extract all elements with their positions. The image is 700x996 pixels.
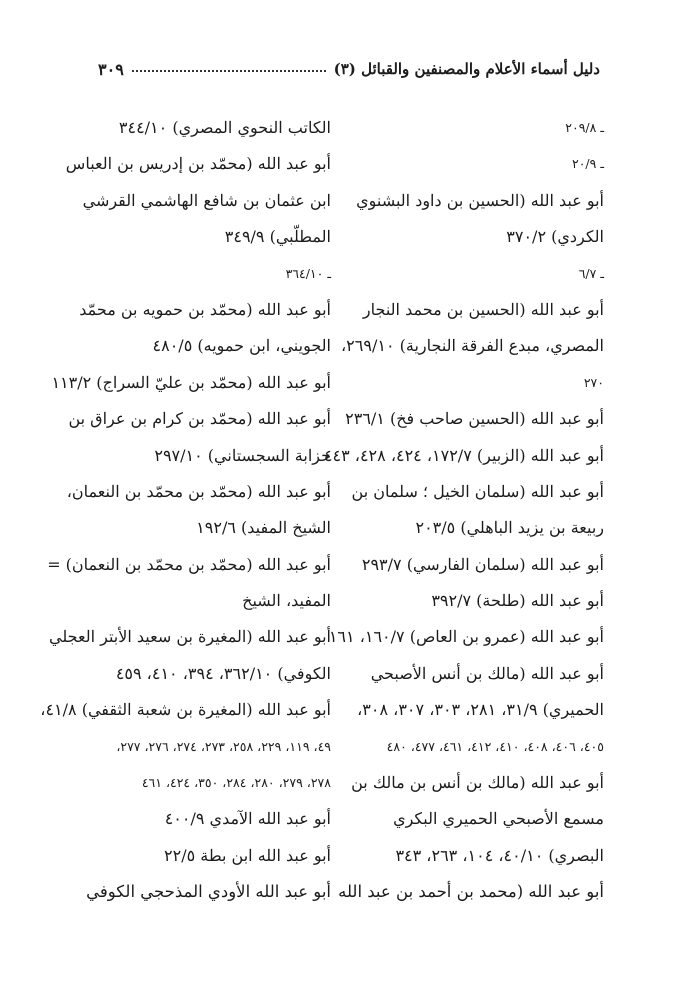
index-line: أبو عبد الله الآمدي ٤٠٠/٩ — [164, 809, 331, 829]
index-line: الكوفي) ٣٦٢/١٠، ٣٩٤، ٤١٠، ٤٥٩ — [115, 663, 331, 683]
index-line: أبو عبد الله (مالك بن أنس بن مالك بن — [351, 773, 604, 793]
index-line: الكردي) ٣٧٠/٢ — [506, 227, 604, 247]
index-line: ٢٧٨، ٢٧٩، ٢٨٠، ٢٨٤، ٣٥٠، ٤٢٤، ٤٦١ — [141, 775, 331, 791]
index-line: ربيعة بن يزيد الباهلي) ٢٠٣/٥ — [415, 518, 604, 538]
index-line: أبو عبد الله (المغيرة بن شعبة الثقفي) ٤١/٨، — [40, 700, 331, 720]
index-line: ٤٠٥، ٤٠٦، ٤٠٨، ٤١٠، ٤١٢، ٤٦١، ٤٧٧، ٤٨٠ — [386, 738, 604, 754]
index-line: أبو عبد الله (الحسين صاحب فخ) ٢٣٦/١ — [345, 409, 604, 429]
index-line: أبو عبد الله (محمّد بن كرام بن عراق بن — [68, 409, 331, 429]
index-line: أبو عبد الله (الزبير) ١٧٢/٧، ٤٢٤، ٤٢٨، ٤٤٣ — [323, 445, 604, 465]
index-line: أبو عبد الله (محمّد بن حمويه بن محمّد — [79, 299, 331, 319]
index-line: أبو عبد الله (طلحة) ٣٩٢/٧ — [431, 591, 604, 611]
index-line: البصري) ٤٠/١٠، ١٠٤، ٢٦٣، ٣٤٣ — [395, 845, 604, 865]
index-line: ـ ٣٦٤/١٠ — [285, 265, 331, 281]
index-line: الجويني، ابن حمويه) ٤٨٠/٥ — [152, 336, 331, 356]
index-line: ٢٧٠ — [583, 374, 604, 390]
index-line: الشيخ المفيد) ١٩٢/٦ — [196, 518, 331, 538]
index-line: أبو عبد الله (محمّد بن عليّ السراج) ١١٣/٢ — [51, 372, 331, 392]
index-line: أبو عبد الله (عمرو بن العاص) ١٦٠/٧، ١٦١ — [328, 627, 604, 647]
index-line: ـ ٢٠/٩ — [572, 156, 604, 172]
index-line: المفيد، الشيخ — [242, 591, 331, 611]
index-line: أبو عبد الله (محمد بن أحمد بن عبد الله — [338, 882, 604, 902]
index-line: أبو عبد الله (محمّد بن إدريس بن العباس — [65, 154, 331, 174]
index-column-left — [40, 110, 331, 911]
index-line: ـ ٢٠٩/٨ — [565, 120, 604, 135]
index-line: ٤٩، ١١٩، ٢٢٩، ٢٥٨، ٢٧٣، ٢٧٤، ٢٧٦، ٢٧٧، — [116, 738, 331, 754]
index-line: أبو عبد الله (سلمان الخيل ؛ سلمان بن — [351, 481, 604, 501]
index-line: مسمع الأصبحي الحميري البكري — [393, 809, 604, 829]
index-line: أبو عبد الله الأودي المذحجي الكوفي — [86, 882, 331, 902]
index-line: أبو عبد الله (الحسين بن داود البشنوي — [356, 190, 604, 210]
running-header — [98, 56, 600, 82]
index-line: المصري، مبدع الفرقة النجارية) ٢٦٩/١٠، — [341, 336, 604, 356]
index-line: أبو عبد الله ابن بطة ٢٢/٥ — [164, 845, 331, 865]
index-line: أبو عبد الله (المغيرة بن سعيد الأبتر العجلي — [49, 627, 331, 647]
index-line: أبو عبد الله (الحسين بن محمد النجار — [362, 299, 604, 319]
index-line: أبو عبد الله (سلمان الفارسي) ٢٩٣/٧ — [361, 554, 604, 574]
index-line: المطلّبي) ٣٤٩/٩ — [224, 227, 331, 247]
index-line: ابن عثمان بن شافع الهاشمي القرشي — [82, 190, 331, 210]
index-line: الحميري) ٣١/٩، ٢٨١، ٣٠٣، ٣٠٧، ٣٠٨، — [357, 700, 604, 720]
index-line: حزابة السجستاني) ٢٩٧/١٠ — [154, 445, 331, 465]
header-leader-dots — [132, 60, 326, 72]
index-line: أبو عبد الله (محمّد بن محمّد بن النعمان) = — [47, 554, 331, 574]
index-line: ـ ٦/٧ — [578, 265, 604, 281]
index-line: الكاتب النحوي المصري) ٣٤٤/١٠ — [118, 118, 331, 137]
header-title: دليل أسماء الأعلام والمصنفين والقبائل (٣) — [333, 60, 600, 78]
index-column-right — [323, 110, 604, 911]
index-line: أبو عبد الله (محمّد بن محمّد بن النعمان، — [66, 481, 331, 501]
index-line: أبو عبد الله (مالك بن أنس الأصبحي — [370, 663, 604, 683]
page-number: ٣٠٩ — [98, 59, 124, 79]
